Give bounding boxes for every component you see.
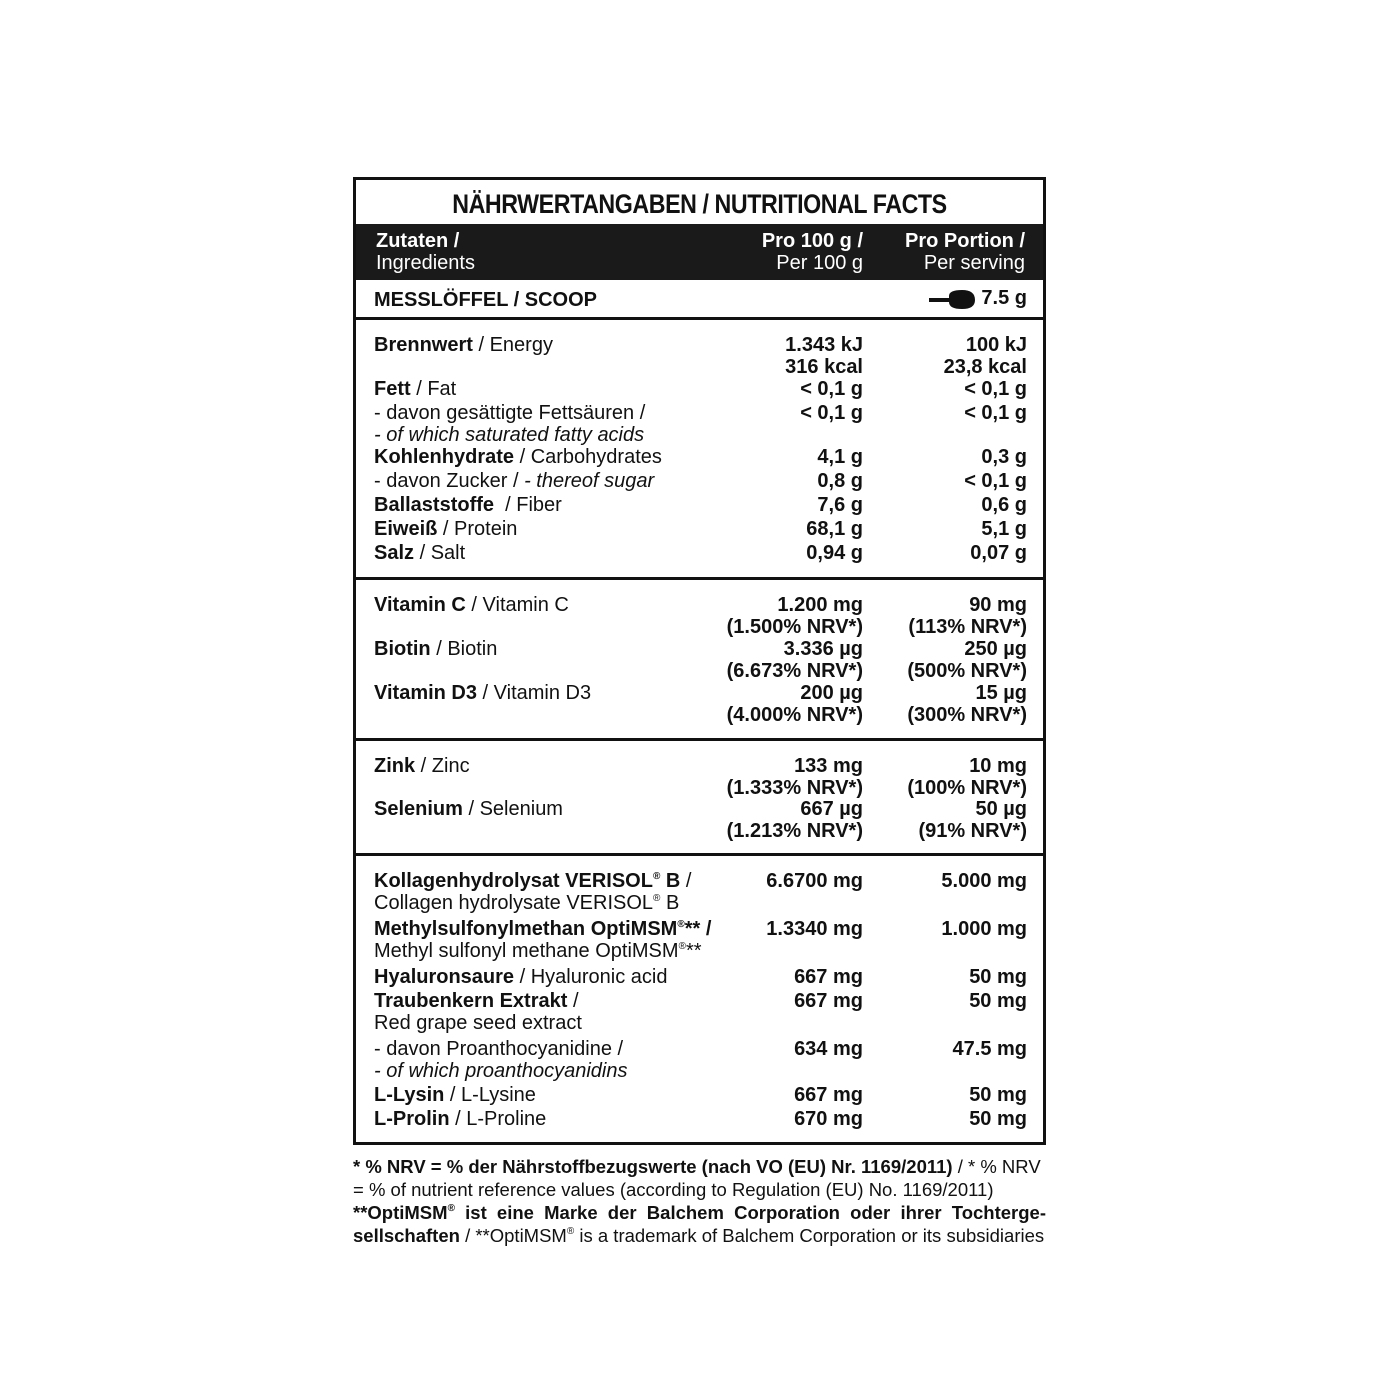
column-header [356, 224, 1043, 280]
header-per-serving: Pro Portion / Per serving [905, 230, 1025, 274]
header-ingredients: Zutaten / Ingredients [376, 230, 475, 274]
section-actives: Kollagenhydrolysat VERISOL® B / Collagen hydrolysate VERISOL® B 6.6700 mg 5.000 mg Methylsulfonylmethan OptiMSM®** / Methyl sulfonyl methane OptiMSM®** 1.3340 mg 1.000 mg Hyaluronsaure / Hyaluronic acid 667 mg 50 mg Traubenkern Extrakt / Red grape seed extract 667 mg 50 mg - davon Proanthocyanidine / - of which proanthocyanidins 634 mg 47.5 mg L-Lysin / L-Lysine 667 mg 50 mg L-Prolin / L-Proline 670 mg 50 mg [374, 870, 1027, 1130]
section-minerals: Zink / Zinc 133 mg (1.333% NRV*) 10 mg (100% NRV*) Selenium / Selenium 667 µg (1.213% NRV*) 50 µg (91% NRV*) [356, 741, 1043, 856]
section-macros: Brennwert / Energy 1.343 kJ 316 kcal 100 kJ 23,8 kcal Fett / Fat < 0,1 g < 0,1 g - davon gesättigte Fettsäuren / - of which saturated fatty acids < 0,1 g < 0,1 g Kohlenhydrate / Carbohydrates 4,1 g 0,3 g - davon Zucker / - thereof sugar 0,8 g < 0,1 g Ballaststoffe / Fiber 7,6 g 0,6 g Eiweiß / Protein 68,1 g 5,1 g Salz / Salt 0,94 g 0,07 g [356, 320, 1043, 580]
header-per-100g: Pro 100 g / Per 100 g [761, 230, 863, 274]
footnote-nrv: * % NRV = % der Nährstoffbezugswerte (nach VO (EU) Nr. 1169/2011) / * % NRV = % of nutrient reference values (according to Regulation (EU) No. 1169/2011) [353, 1156, 1041, 1200]
panel-title: NÄHRWERTANGABEN / NUTRITIONAL FACTS [452, 189, 947, 219]
scoop-icon [929, 287, 975, 311]
scoop-label: MESSLÖFFEL / SCOOP [374, 289, 597, 311]
section-vitamins: Vitamin C / Vitamin C 1.200 mg (1.500% NRV*) 90 mg (113% NRV*) Biotin / Biotin 3.336 µg (6.673% NRV*) 250 µg (500% NRV*) Vitamin D3 / Vitamin D3 200 µg (4.000% NRV*) 15 µg (300% NRV*) [356, 580, 1043, 741]
scoop-row [356, 280, 1043, 320]
footnote [353, 1155, 1046, 1247]
scoop-value: 7.5 g [981, 287, 1027, 309]
nutrition-panel [353, 177, 1046, 1145]
footnote-trademark: **OptiMSM® ist eine Marke der Balchem Corporation oder ihrer Tochterge-sellschaften / **OptiMSM® is a trademark of Balchem Corporation or its subsidiaries [353, 1202, 1046, 1246]
